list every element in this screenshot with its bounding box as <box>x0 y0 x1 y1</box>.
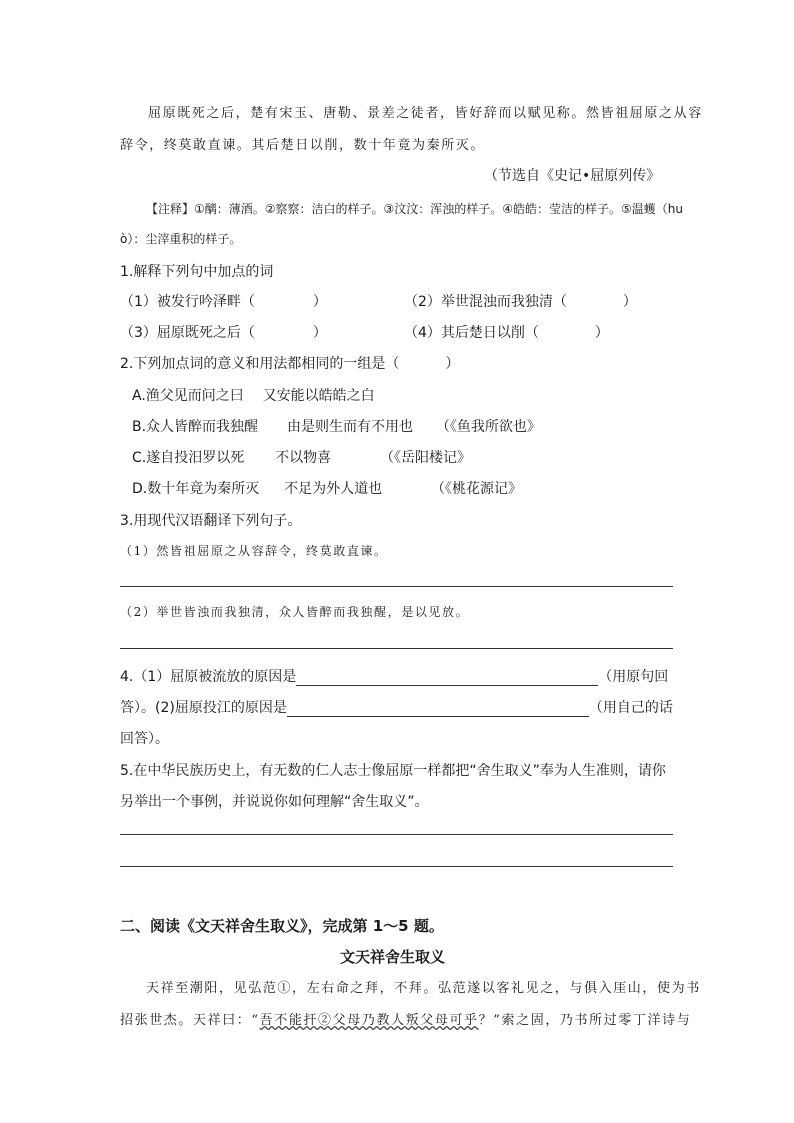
q2-option-a-second: 又安能以皓皓之白 <box>262 388 375 404</box>
q2-option-c-second: 不以物喜 <box>275 450 332 466</box>
q1-item-4 <box>404 322 609 342</box>
q2-option-a[interactable] <box>132 385 375 405</box>
q5-answer-line-2[interactable] <box>120 866 673 867</box>
q4-part2-text: 答）。(2)屈原投江的原因是 <box>120 700 287 716</box>
q2-option-c[interactable] <box>132 447 471 467</box>
passage-line-1: 屈原既死之后，楚有宋玉、唐勒、景差之徒者，皆好辞而以赋见称。然皆祖屈原之从容 <box>148 106 703 121</box>
q3-title: 3.用现代汉语翻译下列句子。 <box>120 513 302 529</box>
section2-para-line-2 <box>120 1009 691 1028</box>
q4-part1-text: 4.（1）屈原被流放的原因是 <box>120 669 297 685</box>
q4-part2-end: （用自己的话 <box>588 700 673 716</box>
q2-title <box>120 353 459 373</box>
q2-option-a-first: A.渔父见而问之曰 <box>132 388 244 404</box>
q1-title: 1.解释下列句中加点的词 <box>120 264 274 280</box>
q2-option-b-second: 由是则生而有不用也 <box>286 419 413 435</box>
q2-option-d-source: （《桃花源记》 <box>431 481 523 497</box>
q5-line-1: 5.在中华民族历史上，有无数的仁人志士像屈原一样都把“舍生取义”奉为人生准则，请你 <box>120 763 666 779</box>
q4-part1-end: （用原句回 <box>598 669 669 685</box>
q4-line-3: 回答）。 <box>120 731 169 747</box>
notes-line-2: ò）：尘滓重积的样子。 <box>120 232 242 246</box>
q2-option-c-first: C.遂自投汨罗以死 <box>132 450 245 466</box>
q1-item-3 <box>120 322 327 342</box>
passage-source: （节选自《史记•屈原列传》 <box>484 168 661 184</box>
q1-item-1 <box>120 291 327 311</box>
q1-item-1-close: ） <box>312 294 327 310</box>
q1-item-4-text: （4）其后楚日以削（ <box>404 325 539 341</box>
q3-sentence-2: （2）举世皆浊而我独清，众人皆醉而我独醒，是以见放。 <box>120 605 470 619</box>
q5-answer-line-1[interactable] <box>120 834 673 835</box>
q1-item-2-close: ） <box>622 294 637 310</box>
section2-line2-start: 招张世杰。天祥曰：“ <box>120 1013 260 1028</box>
q2-option-d-first: D.数十年竟为秦所灭 <box>132 481 260 497</box>
q1-item-3-close: ） <box>312 325 327 341</box>
q2-option-b-first: B.众人皆醉而我独醒 <box>132 419 259 435</box>
q2-option-b-source: （《鱼我所欲也》 <box>435 419 541 435</box>
q1-item-2 <box>404 291 637 311</box>
passage-line-2: 辞令，终莫敢直谏。其后楚日以削，数十年竟为秦所灭。 <box>120 138 486 153</box>
q1-item-4-close: ） <box>594 325 609 341</box>
q2-title-close: ） <box>445 356 460 372</box>
q1-item-3-text: （3）屈原既死之后（ <box>120 325 255 341</box>
section2-para-line-1: 天祥至潮阳，见弘范①，左右命之拜，不拜。弘范遂以客礼见之，与俱入厓山，使为书 <box>146 981 701 996</box>
q4-blank-1[interactable] <box>296 671 598 686</box>
section2-title: 文天祥舍生取义 <box>340 948 446 966</box>
q4-line-2 <box>120 697 673 717</box>
q2-option-d-second: 不足为外人道也 <box>284 481 383 497</box>
section2-line2-end: ？”索之固，乃书所过零丁洋诗与 <box>478 1013 692 1028</box>
section2-heading: 二、阅读《文天祥舍生取义》，完成第 1～5 题。 <box>120 917 444 935</box>
q5-line-2: 另举出一个事例，并说说你如何理解“舍生取义”。 <box>120 794 429 810</box>
q3-answer-line-2[interactable] <box>120 648 673 649</box>
q1-item-1-text: （1）被发行吟泽畔（ <box>120 294 255 310</box>
q3-answer-line-1[interactable] <box>120 586 673 587</box>
q2-title-text: 2.下列加点词的意义和用法都相同的一组是（ <box>120 356 400 372</box>
section2-underlined-quote: 吾不能扞②父母乃教人叛父母可乎 <box>259 1013 479 1028</box>
q1-item-2-text: （2）举世混浊而我独清（ <box>404 294 567 310</box>
q2-option-d[interactable] <box>132 478 522 498</box>
q2-option-b[interactable] <box>132 416 541 436</box>
q3-sentence-1: （1）然皆祖屈原之从容辞令，终莫敢直谏。 <box>120 544 388 558</box>
q2-option-c-source: （《岳阳楼记》 <box>380 450 472 466</box>
q4-line-1 <box>120 666 668 686</box>
notes-line-1: 【注释】①醨：薄酒。②察察：洁白的样子。③汶汶：浑浊的样子。④皓皓：莹洁的样子。⑤温蠖（hu <box>146 202 684 216</box>
q4-blank-2[interactable] <box>287 702 589 717</box>
